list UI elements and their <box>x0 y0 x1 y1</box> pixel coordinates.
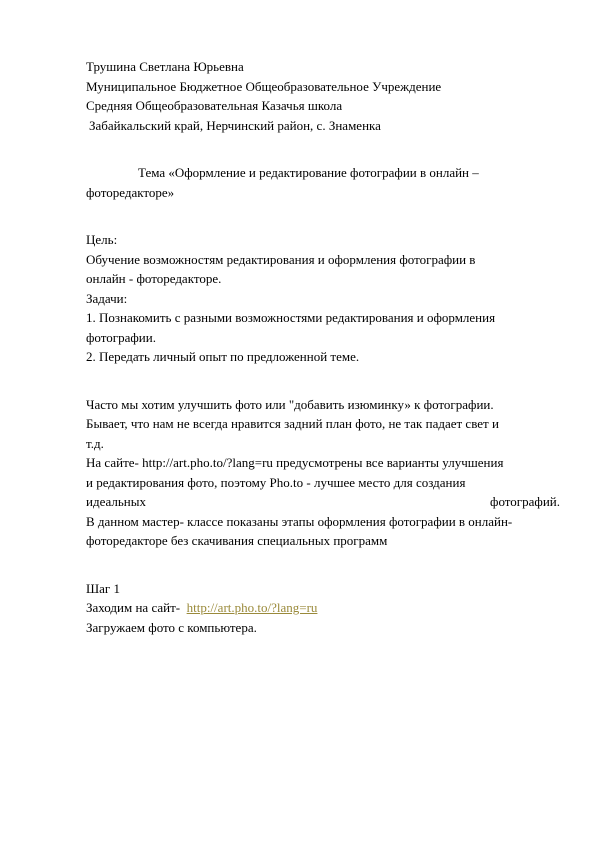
task-1-line-1: 1. Познакомить с разными возможностями редактирования и оформления <box>86 310 496 325</box>
task-1-line-2: фотографии. <box>86 329 156 345</box>
intro-p1-line-3: т.д. <box>86 435 104 451</box>
spacer <box>86 135 560 163</box>
intro-p3-line-1: В данном мастер- классе показаны этапы оформления фотографии в онлайн- <box>86 513 513 529</box>
step-1-visit-prefix: Заходим на сайт- <box>86 600 187 615</box>
intro-p3-line-2: фоторедакторе без скачивания специальных программ <box>86 533 388 548</box>
topic-line-1: Тема «Оформление и редактирование фотографии в онлайн – <box>138 165 479 180</box>
tasks-heading: Задачи: <box>86 290 128 306</box>
site-link[interactable]: http://art.pho.to/?lang=ru <box>186 600 318 615</box>
spacer <box>86 551 560 579</box>
intro-p1-line-1: Часто мы хотим улучшить фото или "добавить изюминку» к фотографии. <box>86 396 494 412</box>
intro-p2-line-3-left: идеальных <box>86 494 146 509</box>
step-1-visit-line <box>86 598 560 618</box>
goal-heading: Цель: <box>86 232 118 247</box>
step-1-upload-line: Загружаем фото с компьютера. <box>86 619 257 635</box>
topic-line-2: фоторедакторе» <box>86 184 175 200</box>
intro-p2-line-1: На сайте- http://art.pho.to/?lang=ru предусмотрены все варианты улучшения <box>86 455 504 470</box>
intro-p2-line-2: и редактирования фото, поэтому Pho.to - лучшее место для создания <box>86 474 466 490</box>
spacer <box>86 202 560 230</box>
document-page <box>86 57 560 637</box>
author-name: Трушина Светлана Юрьевна <box>86 59 244 74</box>
spacer <box>86 367 560 395</box>
intro-p2-line-3 <box>86 492 560 512</box>
task-2: 2. Передать личный опыт по предложенной теме. <box>86 349 360 364</box>
goal-line-1: Обучение возможностям редактирования и оформления фотографии в <box>86 251 476 267</box>
goal-line-2: онлайн - фоторедакторе. <box>86 271 222 286</box>
region-location: Забайкальский край, Нерчинский район, с. Знаменка <box>89 117 381 133</box>
intro-p2-line-3-right: фотографий. <box>490 494 560 509</box>
step-1-heading: Шаг 1 <box>86 580 120 596</box>
institution-name: Муниципальное Бюджетное Общеобразовательное Учреждение <box>86 78 442 94</box>
school-name: Средняя Общеобразовательная Казачья школа <box>86 98 343 113</box>
intro-p1-line-2: Бывает, что нам не всегда нравится задний план фото, не так падает свет и <box>86 416 499 431</box>
